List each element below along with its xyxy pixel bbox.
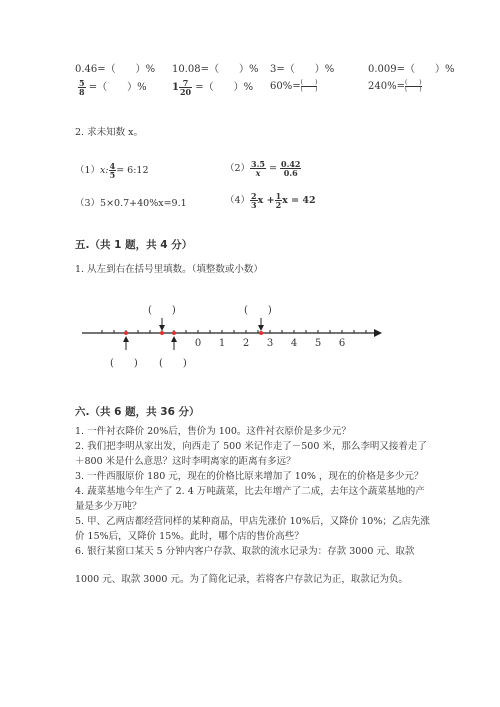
- equation-1: （1）x: $\frac{4}{5}$ = 6:12: [75, 161, 149, 180]
- tick-label: 4: [290, 338, 298, 349]
- percent-conversion-1: 0.46=（ ）%: [75, 64, 156, 75]
- tick-label: 5: [314, 338, 322, 349]
- red-point-2: [160, 331, 164, 335]
- percent-conversion-4: 0.009=（ ）%: [368, 64, 455, 75]
- section-5-question-1: 1. 从左到右在括号里填数。（填整数或小数）: [75, 264, 263, 275]
- equation-4: （4） $\frac{2}{3}$ x + $\frac{1}{2}$ x = 42: [225, 191, 316, 210]
- tick-label: 0: [194, 338, 202, 349]
- section-5-heading: 五.（共 1 题，共 4 分）: [75, 239, 193, 251]
- down-arrow-2: [258, 318, 264, 331]
- percent-to-fraction-2: 240%= $\frac{( )}{( )}$: [368, 79, 422, 93]
- equation-3: （3）5×0.7+40%x=9.1: [75, 198, 187, 209]
- problem-1: 1. 一件衬衣降价 20%后，售价为 100。这件衬衣原价是多少元？: [75, 426, 351, 437]
- percent-conversion-3: 3=（ ）%: [270, 64, 335, 75]
- red-point-1: [124, 331, 128, 335]
- axis-arrowhead: [374, 329, 382, 337]
- up-arrow-1: [123, 336, 129, 350]
- section-6-heading: 六.（共 6 题，共 36 分）: [75, 406, 200, 418]
- question-2-title: 2. 求未知数 x。: [75, 127, 143, 138]
- equation-2: （2） $\frac{3.5}{x}$ = $\frac{0.42}{0.6}$: [225, 159, 301, 178]
- problem-4: 4. 蔬菜基地今年生产了 2. 4 万吨蔬菜，比去年增产了二成，去年这个蔬菜基地的产量是多少万吨？: [75, 486, 425, 512]
- down-arrow-1: [159, 318, 165, 331]
- percent-conversion-2: 10.08=（ ）%: [172, 64, 259, 75]
- blank-lower-1: ( ): [110, 358, 138, 369]
- tick-label: 1: [218, 338, 226, 349]
- tick-label: 2: [242, 338, 250, 349]
- percent-to-fraction-1: 60%= $\frac{( )}{( )}$: [270, 79, 318, 93]
- tick-label: 6: [338, 338, 346, 349]
- problem-2: 2. 我们把李明从家出发，向西走了 500 米记作走了－500 米，那么李明又接着走了＋800 米是什么意思？这时李明离家的距离有多远？: [75, 441, 427, 467]
- problem-6-continued: 1000 元、取款 3000 元。为了简化记录，若将客户存款记为正，取款记为负。: [75, 574, 408, 585]
- problem-3: 3. 一件西服原价 180 元，现在的价格比原来增加了 10% ，现在的价格是多少元？: [75, 471, 424, 482]
- blank-upper-2: ( ): [244, 305, 272, 316]
- tick-labels: [195, 338, 345, 349]
- tick-label: 3: [266, 338, 274, 349]
- fraction-conversion-1: $\frac{5}{8}$ =（ ）%: [79, 78, 147, 97]
- section-6-list: [75, 424, 430, 559]
- problem-6: 6. 银行某窗口某天 5 分钟内客户存款、取款的流水记录为：存款 3000 元、取款: [75, 546, 415, 557]
- number-line-figure: [0, 295, 500, 375]
- problem-5: 5. 甲、乙两店都经营同样的某种商品，甲店先涨价 10%后，又降价 10%；乙店先涨价 15%后，又降价 15%。此时，哪个店的售价高些？: [75, 516, 430, 542]
- red-point-4: [259, 331, 263, 335]
- blank-lower-2: ( ): [159, 358, 187, 369]
- fraction-conversion-2: 1 $\frac{7}{20}$ =（ ）%: [172, 78, 254, 97]
- red-point-3: [172, 331, 176, 335]
- up-arrow-2: [171, 336, 177, 350]
- blank-upper-1: ( ): [148, 305, 176, 316]
